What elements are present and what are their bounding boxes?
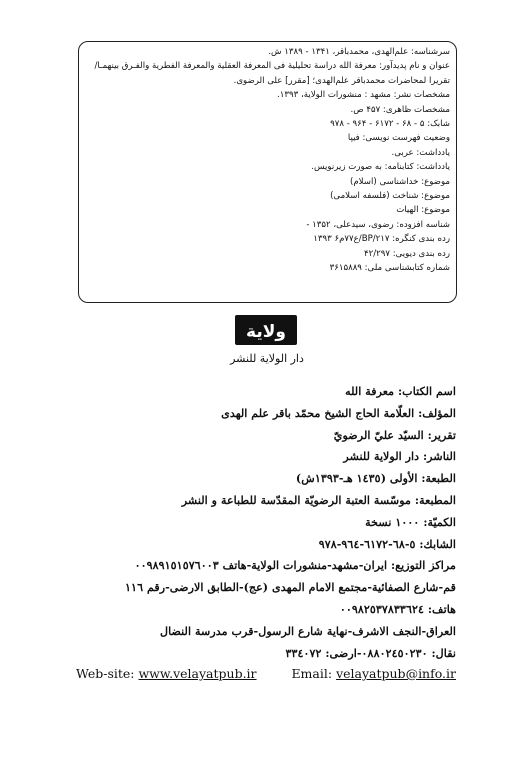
website: [76, 666, 257, 681]
info-distribution-iran: مراكز التوزيع: ايران-مشهد-منشورات الولاية-هاتف ٠٠٩٨٩١٥١٥٧٦٠٠٣: [134, 558, 456, 573]
cip-physical: مشخصات ظاهری: ۴۵۷ ص.: [350, 104, 450, 115]
email-link[interactable]: velayatpub@info.ir: [336, 666, 456, 681]
cip-title: عنوان و نام پدیدآور: معرفة الله دراسة تحلیلیة فی المعرفة العقلیة والمعرفة الفطریة والفـرق بینهمـا/: [94, 61, 450, 72]
info-rapporteur: تقرير: السيّد عليّ الرضويّ: [333, 427, 456, 442]
website-label: Web-site:: [76, 666, 135, 681]
website-link[interactable]: www.velayatpub.ir: [138, 666, 257, 681]
info-distribution-qom: قم-شارع الصفائية-مجتمع الامام المهدى (عج)-الطابق الارضى-رقم ١١٦: [125, 580, 456, 595]
cip-subject-1: موضوع: خداشناسی (اسلام): [350, 176, 450, 187]
info-printer: المطبعة: موسّسة العتبة الرضويّة المقدّسة للطباعة و النشر: [181, 492, 456, 507]
cip-dewey: رده بندی دیویی: ۴۲/۲۹۷: [364, 248, 450, 259]
publisher-logo: [234, 313, 298, 349]
cip-title-cont: تقریرا لمحاضرات محمدباقر علم‌الهدی؛ [مقرر] علی الرضوی.: [233, 75, 450, 86]
info-publisher: الناشر: دار الولاية للنشر: [343, 449, 456, 464]
cip-lc-class: رده بندی کنگره: ۲۱۷/BP/ع۷۷م۶ ۱۳۹۳: [313, 234, 450, 245]
logo-glyph: ولاية: [246, 322, 286, 342]
info-isbn: الشابك: ٥-٦٨-٦١٧٢-٩٦٤-٩٧٨: [318, 536, 456, 551]
info-distribution-iraq: العراق-النجف الاشرف-نهاية شارع الرسول-قرب مدرسة النضال: [159, 623, 456, 638]
info-book-title: اسم الكتاب: معرفة الله: [345, 384, 456, 398]
cip-note-2: یادداشت: کتابنامه: به صورت زیرنویس.: [311, 162, 450, 173]
info-author: المؤلف: العلّامة الحاج الشيخ محمّد باقر علم الهدى: [221, 405, 456, 420]
info-phone-qom: هاتف: ٠٠٩٨٢٥٣٧٨٣٣٦٢٤: [339, 601, 456, 616]
cip-author: سرشناسه: علم‌الهدی، محمدباقر، ۱۳۴۱ - ۱۳۸۹ ش.: [268, 47, 450, 57]
cip-added-entry: شناسه افزوده: رضوی، سیدعلی، ۱۳۵۲ -: [306, 219, 450, 230]
cip-note-1: یادداشت: عربی.: [391, 147, 450, 158]
cip-subject-3: موضوع: الهیات: [396, 205, 450, 216]
cip-publication: مشخصات نشر: مشهد : منشورات الولایة، ۱۳۹۳.: [277, 90, 450, 101]
cip-isbn: شابک: ۵ - ۶۸ - ۶۱۷۲ - ۹۶۴ - ۹۷۸: [330, 119, 450, 130]
cip-subject-2: موضوع: شناخت (فلسفه اسلامی): [330, 191, 450, 202]
email: [291, 666, 456, 681]
cataloging-box: [78, 41, 457, 303]
cip-national-number: شماره کتابشناسی ملی: ۳۶۱۵۸۸۹: [329, 263, 450, 274]
publisher-logo-mark: [234, 313, 298, 349]
email-label: Email:: [291, 666, 333, 681]
info-phone-iraq: نقال: ٠٨٨٠٢٤٥٠٢٣٠-ارضى: ٣٣٤٠٧٢: [285, 645, 456, 660]
info-quantity: الكميّة: ١٠٠٠ نسخة: [365, 514, 456, 529]
contact-row: [76, 666, 456, 686]
publisher-name-caption: دار الولاية للنشر: [230, 352, 304, 365]
cip-status: وضعیت فهرست نویسی: فیپا: [347, 133, 450, 144]
info-edition: الطبعة: الأولى (١٤٣٥ هـ-١٣٩٣ش): [295, 471, 456, 486]
book-info: [76, 381, 456, 664]
